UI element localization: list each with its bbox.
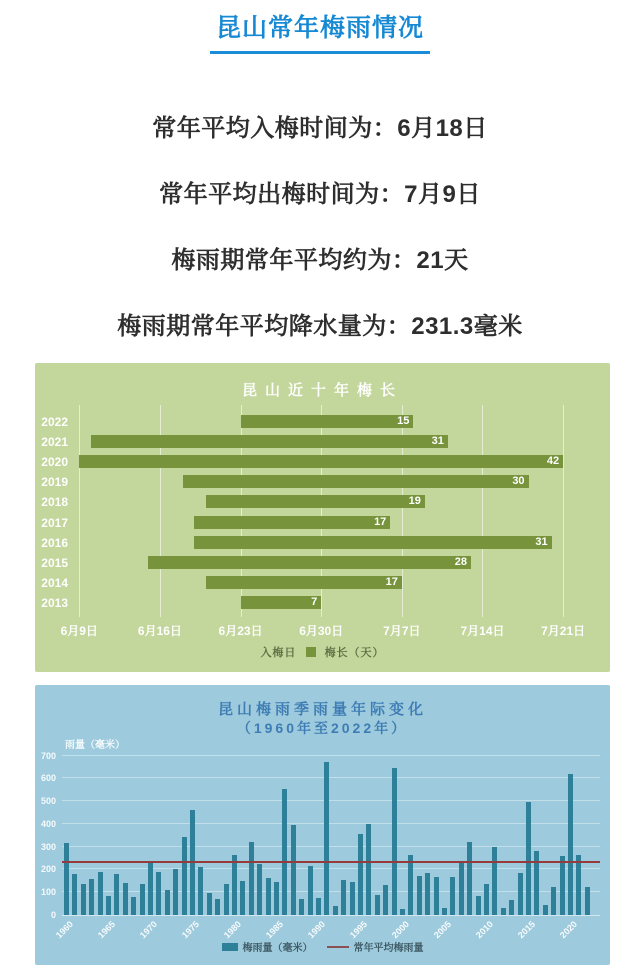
x-tick-label: 2000 [390,919,412,941]
x-tick-label: 1960 [54,919,76,941]
stat-line-rainfall: 梅雨期常年平均降水量为：231.3毫米 [117,313,523,340]
rain-bar-1963 [89,879,94,915]
rain-bar-1977 [207,893,212,915]
gantt-bar-2021 [91,435,448,448]
duration-chart-legend [35,644,610,660]
rain-bar-1968 [131,897,136,915]
y-tick-label: 2016 [41,535,68,550]
rainfall-chart-legend [35,939,610,954]
rain-bar-1964 [98,872,103,916]
legend-label-duration: 梅长（天） [324,647,385,659]
bar-value-label: 31 [431,435,444,448]
y-tick-label: 2021 [41,435,68,450]
stat-line-duration: 梅雨期常年平均约为：21天 [171,247,469,274]
rain-bar-1987 [291,825,296,915]
x-tick-label: 6月30日 [299,624,344,638]
rain-bar-2003 [425,873,430,915]
meiyu-duration-chart [35,363,610,672]
rain-bar-2004 [434,877,439,915]
y-tick-label: 2014 [41,575,68,590]
duration-legend-swatch-icon [306,647,316,657]
gantt-row-2014 [41,573,600,593]
gantt-row-2017 [41,513,600,533]
bar-value-label: 17 [374,515,387,528]
x-tick-label: 2020 [558,919,580,941]
rain-bar-2010 [484,884,489,915]
rain-bar-1995 [358,834,363,915]
bar-value-label: 31 [535,535,548,548]
rain-bar-2002 [417,876,422,915]
gantt-bar-2013 [241,596,322,609]
gantt-bar-2019 [183,475,529,488]
duration-chart-plot-area [41,405,600,638]
rainfall-legend-bar-swatch-icon [222,943,238,951]
x-tick-label: 2015 [516,919,538,941]
rain-bar-1966 [114,874,119,915]
x-tick-label: 1975 [180,919,202,941]
rain-bar-1996 [366,824,371,915]
rain-bar-1961 [72,874,77,915]
rain-bar-1983 [257,864,262,915]
gridline-icon [62,823,600,824]
rain-bar-2005 [442,908,447,915]
duration-chart-title: 昆山近十年梅长 [241,382,403,399]
gantt-bar-2022 [241,415,414,428]
bar-value-label: 15 [397,415,410,427]
y-tick-label: 300 [40,841,56,852]
stat-line-entry-date: 常年平均入梅时间为：6月18日 [152,115,488,142]
rain-bar-1997 [375,895,380,915]
y-tick-label: 500 [40,796,56,807]
bar-value-label: 19 [408,495,421,508]
y-tick-label: 700 [40,750,56,761]
x-tick-label: 1965 [96,919,118,941]
rain-bar-2000 [400,909,405,915]
rain-bar-2021 [576,855,581,915]
rain-bar-1989 [308,866,313,915]
y-tick-label: 2013 [41,595,68,610]
rain-bar-2006 [450,877,455,915]
rain-bar-1993 [341,880,346,915]
rainfall-chart-plot-area [40,750,600,941]
legend-label-rainfall: 梅雨量（毫米） [242,943,313,954]
legend-label-average: 常年平均梅雨量 [353,943,424,954]
rain-bar-2011 [492,847,497,915]
rain-bar-1967 [123,883,128,915]
rain-bar-1979 [224,884,229,915]
gantt-row-2022 [41,412,600,432]
x-tick-label: 2010 [474,919,496,941]
rain-bar-2022 [585,887,590,915]
rain-bar-1999 [392,768,397,915]
rain-bar-2014 [518,873,523,915]
y-tick-label: 200 [40,864,56,875]
gridline-icon [62,846,600,847]
rain-bar-1960 [64,843,69,915]
rain-bar-1965 [106,896,111,915]
gridline-icon [62,800,600,801]
gantt-bar-2014 [206,576,402,589]
rain-bar-1984 [266,878,271,915]
x-tick-label: 6月23日 [218,624,263,638]
rain-bar-1970 [148,861,153,915]
rain-bar-2012 [501,908,506,915]
summary-stats [0,108,640,372]
y-tick-label: 600 [40,773,56,784]
rain-bar-1980 [232,855,237,915]
rain-bar-1986 [282,789,287,915]
stat-line-exit-date: 常年平均出梅时间为：7月9日 [159,181,481,208]
rain-bar-2017 [543,905,548,915]
gantt-bar-2016 [194,536,551,549]
x-tick-label: 7月14日 [460,624,505,638]
y-tick-label: 2022 [41,415,68,429]
gantt-row-2021 [41,432,600,452]
gantt-bar-2020 [79,455,563,468]
y-tick-label: 2017 [41,515,68,530]
rain-bar-2007 [459,861,464,915]
rain-bar-1971 [156,872,161,916]
x-tick-label: 1995 [348,919,370,941]
bar-value-label: 17 [385,575,398,588]
x-tick-label: 6月16日 [137,624,182,638]
bar-value-label: 28 [454,555,467,568]
gantt-row-2018 [41,492,600,512]
rain-bar-1988 [299,899,304,915]
y-tick-label: 2015 [41,555,68,570]
rain-bar-2018 [551,887,556,915]
x-tick-label: 2005 [432,919,454,941]
rainfall-chart-title: 昆山梅雨季雨量年际变化 [217,701,427,718]
x-tick-label: 1990 [306,919,328,941]
rain-bar-2008 [467,842,472,915]
page-title: 昆山常年梅雨情况 [210,8,430,54]
rainfall-legend-line-swatch-icon [327,946,349,948]
y-tick-label: 2019 [41,475,68,490]
gridline-icon [62,755,600,756]
rainfall-y-axis-label: 雨量（毫米） [65,740,125,751]
rain-bar-1978 [215,899,220,915]
x-tick-label: 7月7日 [383,624,421,638]
rainfall-chart-subtitle: （1960年至2022年） [236,720,409,736]
rain-bar-2020 [568,774,573,915]
bar-value-label: 7 [311,595,318,608]
gantt-bar-2017 [194,516,390,529]
duration-chart-bars [41,412,600,613]
y-tick-label: 2018 [41,495,68,510]
y-tick-label: 400 [40,818,56,829]
gantt-bar-2015 [148,556,471,569]
bar-value-label: 42 [546,455,560,468]
rain-bar-1994 [350,882,355,915]
gantt-row-2019 [41,472,600,492]
x-tick-label: 7月21日 [541,624,586,638]
rain-bar-1991 [324,762,329,915]
rain-bar-2015 [526,802,531,915]
rain-bar-1962 [81,884,86,915]
rain-bar-1982 [249,842,254,915]
rain-bar-2013 [509,900,514,915]
average-rainfall-line [62,861,600,863]
y-tick-label: 2020 [41,455,68,470]
rain-bar-1998 [383,885,388,915]
y-tick-label: 100 [40,887,56,898]
rain-bar-1973 [173,869,178,915]
rain-bar-1974 [182,837,187,915]
gantt-row-2020 [41,452,600,472]
page-header [0,8,640,54]
rain-bar-2001 [408,855,413,915]
rainfall-variation-chart [35,685,610,965]
x-tick-label: 1985 [264,919,286,941]
gantt-row-2015 [41,553,600,573]
gridline-icon [62,868,600,869]
rain-bar-1972 [165,890,170,915]
rain-bar-2019 [560,856,565,915]
gantt-row-2016 [41,533,600,553]
rain-bar-1976 [198,867,203,915]
legend-label-entry-day: 入梅日 [260,647,297,659]
rain-bar-1992 [333,906,338,915]
rain-bar-1985 [274,882,279,915]
gantt-row-2013 [41,593,600,613]
gantt-bar-2018 [206,495,425,508]
rain-bar-1990 [316,898,321,915]
x-tick-label: 1970 [138,919,160,941]
x-tick-label: 6月9日 [60,624,98,638]
y-tick-label: 0 [50,910,56,920]
bar-value-label: 30 [512,475,525,488]
gridline-icon [62,777,600,778]
rain-bar-2009 [476,896,481,915]
rain-bar-1981 [240,881,245,915]
rain-bar-1969 [140,884,145,915]
x-tick-label: 1980 [222,919,244,941]
